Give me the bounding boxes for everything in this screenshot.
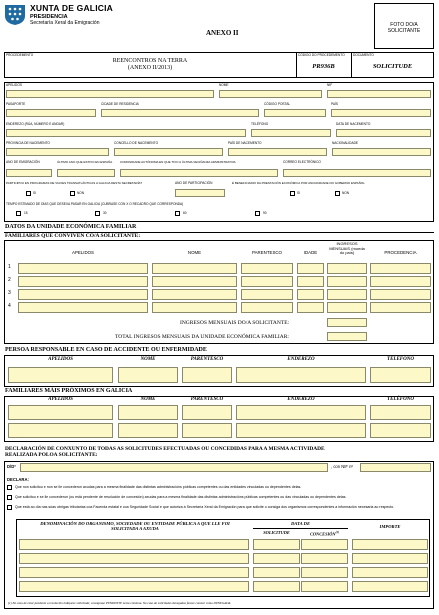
relative-nome-field[interactable] [118, 405, 178, 420]
participou-non-label: NON [77, 191, 85, 195]
beneficiario-si-label: SI [297, 191, 301, 195]
family-apelidos-field[interactable] [18, 263, 148, 274]
family-procedencia-field[interactable] [370, 289, 431, 300]
aid-denominacion-field[interactable] [19, 553, 249, 564]
col-ingresos: INGRESOS MENSUAIS (moeda do país) [329, 241, 365, 255]
col-apelidos: APELIDOS [72, 250, 94, 255]
emergency-col-nome: NOME [140, 357, 156, 362]
family-parentesco-field[interactable] [241, 302, 293, 313]
nif-field[interactable] [327, 90, 431, 98]
apelidos-label: APELIDOS [6, 83, 22, 87]
ano-emigracion-label: ANO DE EMIGRACIÓN [6, 160, 40, 164]
data-nacemento-field[interactable] [336, 129, 431, 137]
aid-col-concesion: CONCESIÓN$^{(1)}$ [309, 530, 340, 537]
aid-solicitude-field[interactable] [253, 581, 300, 592]
days-30-label: 30 [103, 211, 107, 215]
emergency-telefono-field[interactable] [370, 367, 431, 383]
relatives-col-telefono: TELÉFONO [387, 397, 414, 402]
dona-label: D/Dª [7, 464, 16, 469]
emergency-enderezo-field[interactable] [236, 367, 366, 383]
relative-nome-field[interactable] [118, 423, 178, 438]
emergency-parentesco-field[interactable] [182, 367, 232, 383]
aid-solicitude-field[interactable] [253, 553, 300, 564]
apelidos-field[interactable] [6, 90, 214, 98]
procedure-code: PR936B [312, 63, 335, 70]
aid-col-data: DATA DE [290, 521, 311, 526]
comunidade-label: COMUNIDADE AUTÓNOMA EN QUE TIVO A ÚLTIMA VECIÑANZA ADMINISTRATIVA [120, 160, 236, 164]
row-number: 3 [8, 290, 11, 296]
aid-concesion-field[interactable] [301, 567, 348, 578]
family-nome-field[interactable] [152, 276, 237, 287]
aid-solicitude-field[interactable] [253, 539, 300, 550]
aid-importe-field[interactable] [352, 581, 428, 592]
relative-enderezo-field[interactable] [236, 423, 366, 438]
days-90-checkbox[interactable] [255, 211, 260, 216]
emergency-title: PERSOA RESPONSABLE EN CASO DE ACCIDENTE OU ENFERMIDADE [5, 347, 207, 353]
pasaporte-field[interactable] [6, 109, 96, 117]
procedure-label: PROCEDEMENTO [6, 53, 34, 57]
logo-secretaria: Secretaría Xeral da Emigración [30, 20, 100, 26]
family-nome-field[interactable] [152, 289, 237, 300]
provincia-label: PROVINCIA DE NACEMENTO [6, 141, 50, 145]
declaration-3-checkbox[interactable] [7, 505, 12, 510]
days-15-label: 15 [24, 211, 28, 215]
col-nome: NOME [187, 250, 202, 255]
aid-denominacion-field[interactable] [19, 539, 249, 550]
family-idade-field[interactable] [297, 289, 324, 300]
relatives-col-nome: NOME [140, 397, 156, 402]
emergency-nome-field[interactable] [118, 367, 178, 383]
declara-label: DECLARA: [7, 477, 29, 482]
pais-field[interactable] [331, 109, 431, 117]
aid-col-solicitude: SOLICITUDE [263, 530, 290, 535]
codigo-postal-label: CÓDIGO POSTAL [264, 102, 291, 106]
aid-col-importe: IMPORTE [379, 524, 401, 529]
nome-field[interactable] [219, 90, 322, 98]
pais-nacemento-label: PAÍS DE NACEMENTO [228, 141, 262, 145]
declaration-1-checkbox[interactable] [7, 485, 12, 490]
family-procedencia-field[interactable] [370, 302, 431, 313]
family-nome-field[interactable] [152, 302, 237, 313]
family-procedencia-field[interactable] [370, 263, 431, 274]
logo-presidencia: PRESIDENCIA [30, 14, 68, 20]
aid-concesion-field[interactable] [301, 553, 348, 564]
aid-solicitude-field[interactable] [253, 567, 300, 578]
row-number: 1 [8, 264, 11, 270]
relative-parentesco-field[interactable] [182, 423, 232, 438]
photo-label-2: SOLICITANTE [387, 28, 421, 34]
aid-col-denominacion: DENOMINACIÓN DO ORGANISMO, SOCIEDADE OU ENTIDADE PÚBLICA A QUE LLE FOI SOLICITADA A AXUDA [40, 521, 230, 532]
family-income-field[interactable] [327, 332, 367, 341]
days-15-checkbox[interactable] [16, 211, 21, 216]
family-idade-field[interactable] [297, 276, 324, 287]
aid-importe-field[interactable] [352, 539, 428, 550]
declaration-title-1: DECLARACIÓN DE CONXUNTO DE TODAS AS SOLICITUDES EFECTUADAS OU CONCEDIDAS PARA A MESMA ACTIVIDADE [5, 446, 325, 452]
galicia-shield-icon [4, 3, 26, 26]
participou-label: PARTICIPOU EN PROGRAMAS DE VIAXES TRANSATLÁNTICAS A GALICIA DESTA SECRETARÍA? [6, 181, 143, 185]
family-apelidos-field[interactable] [18, 302, 148, 313]
provincia-field[interactable] [6, 148, 109, 156]
total-family-label: TOTAL INGRESOS MENSUAIS DA UNIDADE ECONÓMICA FAMILIAR: [115, 334, 289, 340]
economic-subtitle: FAMILIARES QUE CONVIVEN CO/A SOLICITANTE: [5, 233, 141, 239]
family-apelidos-field[interactable] [18, 289, 148, 300]
pasaporte-label: PASAPORTE [6, 102, 26, 106]
family-ingresos-field[interactable] [327, 263, 367, 274]
document-label: DOCUMENTO [353, 53, 374, 57]
economic-title: DATOS DA UNIDADE ECONÓMICA FAMILIAR [5, 224, 137, 230]
ultimo-ano-label: ÚLTIMO ANO QUE ESTIVO EN ESPAÑA [57, 160, 113, 164]
family-nome-field[interactable] [152, 263, 237, 274]
nif-label: NIF [327, 83, 333, 87]
declaration-3-text: Que está ao día nas súas obrigas tributarias coa Facenda estatal e coa Seguridade Social e que autoriza á Secretaría Xeral da Emigración para que solicite o consiga dos organismos correspondentes a información necesaria ao respecto. [15, 505, 395, 509]
aid-importe-field[interactable] [352, 553, 428, 564]
codigo-postal-field[interactable] [264, 109, 326, 117]
relative-apelidos-field[interactable] [8, 405, 113, 420]
row-number: 4 [8, 303, 11, 309]
concello-label: CONCELLO DE NACEMENTO [114, 141, 159, 145]
family-ingresos-field[interactable] [327, 302, 367, 313]
procedure-subtitle: (ANEXO II/2013) [127, 65, 173, 71]
relative-parentesco-field[interactable] [182, 405, 232, 420]
photo-box [374, 3, 434, 49]
row-number: 2 [8, 277, 11, 283]
telefono-field[interactable] [251, 129, 331, 137]
ano-participacion-field[interactable] [175, 189, 225, 197]
aid-denominacion-field[interactable] [19, 581, 249, 592]
emergency-col-apelidos: APELIDOS [48, 357, 73, 362]
correo-label: CORREO ELECTRÓNICO [283, 160, 321, 164]
nome-label: NOME [219, 83, 229, 87]
relatives-title: FAMILIARES MÁIS PRÓXIMOS EN GALICIA [5, 388, 133, 394]
days-60-label: 60 [183, 211, 187, 215]
relative-telefono-field[interactable] [370, 423, 431, 438]
ultimo-ano-field[interactable] [57, 169, 115, 177]
family-idade-field[interactable] [297, 263, 324, 274]
pais-label: PAÍS [331, 102, 339, 106]
declaration-2-text: Que solicitou e se lle concederon (ou está pendente de resolución de concesión) axudas para a mesma finalidade das distintas administracións públicas competentes ou das vinculadas ou dependentes delas. [15, 495, 347, 499]
relatives-col-apelidos: APELIDOS [48, 397, 73, 402]
family-idade-field[interactable] [297, 302, 324, 313]
comunidade-field[interactable] [120, 169, 278, 177]
col-procedencia: PROCEDENCIA [384, 250, 417, 255]
emergency-col-enderezo: ENDEREZO [287, 357, 315, 362]
nacionalidade-field[interactable] [332, 148, 431, 156]
footnote: (1) No caso de estar pendente a resolución indíquese solicitada; consignase PENDENTE nesta columna. No caso de solicitudes denegadas farase constar como DENEGADA. [8, 601, 232, 605]
family-parentesco-field[interactable] [241, 276, 293, 287]
logo-title: XUNTA DE GALICIA [30, 3, 114, 13]
declaration-1-text: Que non solicitou e non se lle concederon axudas para a mesma finalidade das distintas administracións públicas competentes ou das entidades vinculadas ou dependentes delas. [15, 485, 302, 489]
beneficiario-label: É BENEFICIARIO DA PRESTACIÓN ECONÓMICA POR ANCIANIDADE DO GOBERNO ESPAÑOL [232, 181, 365, 185]
photo-label-1: FOTO DO/A [390, 22, 418, 28]
correo-field[interactable] [283, 169, 431, 177]
concello-field[interactable] [114, 148, 223, 156]
aid-col-concesion-label: CONCESIÓN [309, 531, 336, 537]
emergency-col-telefono: TELÉFONO [387, 357, 414, 362]
aid-denominacion-field[interactable] [19, 567, 249, 578]
participou-non-checkbox[interactable] [70, 191, 75, 196]
cidade-label: CIDADE DE RESIDENCIA [101, 102, 139, 106]
aid-concesion-field[interactable] [301, 581, 348, 592]
declarant-name-field[interactable] [20, 463, 328, 472]
pais-nacemento-field[interactable] [228, 148, 327, 156]
beneficiario-si-checkbox[interactable] [290, 191, 295, 196]
family-ingresos-field[interactable] [327, 289, 367, 300]
procedure-title: REENCONTROS NA TERRA [112, 58, 188, 64]
ano-participacion-label: ANO DE PARTICIPACIÓN [175, 181, 213, 185]
family-procedencia-field[interactable] [370, 276, 431, 287]
relatives-col-parentesco: PARENTESCO [190, 397, 224, 402]
data-nacemento-label: DATA DE NACEMENTO [336, 122, 371, 126]
beneficiario-non-label: NON [342, 191, 350, 195]
total-applicant-label: INGRESOS MENSUAIS DO/A SOLICITANTE: [180, 320, 290, 326]
family-parentesco-field[interactable] [241, 289, 293, 300]
days-30-checkbox[interactable] [95, 211, 100, 216]
nacionalidade-label: NACIONALIDADE [332, 141, 359, 145]
declarant-nif-field[interactable] [360, 463, 431, 472]
family-apelidos-field[interactable] [18, 276, 148, 287]
family-parentesco-field[interactable] [241, 263, 293, 274]
days-90-label: 90 [263, 211, 267, 215]
logo [4, 3, 124, 27]
days-60-checkbox[interactable] [175, 211, 180, 216]
participou-si-label: SI [33, 191, 37, 195]
applicant-income-field[interactable] [327, 318, 367, 327]
emergency-apelidos-field[interactable] [8, 367, 113, 383]
aid-importe-field[interactable] [352, 567, 428, 578]
ano-emigracion-field[interactable] [6, 169, 52, 177]
enderezo-field[interactable] [6, 129, 246, 137]
declaration-2-checkbox[interactable] [7, 495, 12, 500]
enderezo-label: ENDEREZO (RÚA, NÚMERO E ANDAR) [6, 122, 65, 126]
relative-enderezo-field[interactable] [236, 405, 366, 420]
relative-apelidos-field[interactable] [8, 423, 113, 438]
relative-telefono-field[interactable] [370, 405, 431, 420]
col-parentesco: PARENTESCO [252, 250, 282, 255]
nif-number-label: , con NIF nº [331, 464, 354, 469]
aid-concesion-field[interactable] [301, 539, 348, 550]
beneficiario-non-checkbox[interactable] [335, 191, 340, 196]
annex-title: ANEXO II [206, 29, 239, 37]
code-label: CÓDIGO DO PROCEDEMENTO [298, 53, 345, 57]
col-idade: IDADE [303, 250, 318, 255]
declaration-title-2: REALIZADA POLOA SOLICITANTE: [5, 452, 98, 458]
participou-si-checkbox[interactable] [26, 191, 31, 196]
telefono-label: TELÉFONO [251, 122, 269, 126]
relatives-col-enderezo: ENDEREZO [287, 397, 315, 402]
document-type: SOLICITUDE [372, 63, 413, 70]
cidade-field[interactable] [101, 109, 259, 117]
family-ingresos-field[interactable] [327, 276, 367, 287]
tempo-label: TEMPO ESTIMADO DE DÍAS QUE DESEXA PASAR EN GALICIA (CUBRASE CON X O RECADRO QUE CORRESPONDA) [6, 202, 184, 206]
emergency-col-parentesco: PARENTESCO [190, 357, 224, 362]
